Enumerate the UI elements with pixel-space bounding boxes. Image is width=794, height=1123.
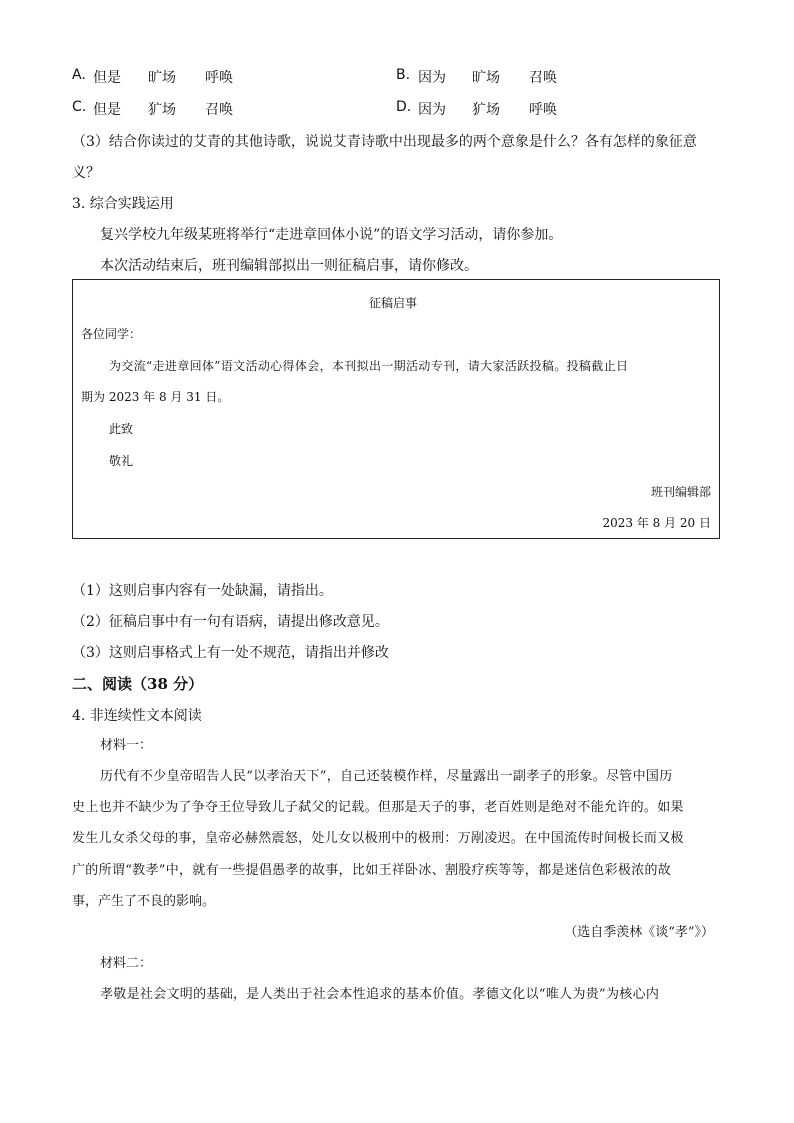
section-3-intro-2: 本次活动结束后，班刊编辑部拟出一则征稿启事，请你修改。 bbox=[100, 258, 478, 274]
option-c-word2: 犷场 bbox=[148, 102, 176, 118]
sub-question-1: （1）这则启事内容有一处缺漏，请指出。 bbox=[72, 583, 333, 599]
notice-body-line1: 为交流“走进章回体”语文活动心得体会，本刊拟出一期活动专刊，请大家活跃投稿。投稿截止日 bbox=[109, 359, 629, 373]
option-c-word3: 召唤 bbox=[205, 102, 233, 118]
material-1-line-5: 事，产生了不良的影响。 bbox=[72, 894, 216, 909]
notice-date: 2023 年 8 月 20 日 bbox=[602, 516, 711, 530]
sub-question-3: （3）这则启事格式上有一处不规范，请指出并修改 bbox=[72, 645, 389, 661]
material-1-line-2: 史上也并不缺少为了争夺王位导致儿子弑父的记载。但那是天子的事，老百姓则是绝对不能允许的。如果 bbox=[72, 800, 684, 815]
notice-greeting: 各位同学： bbox=[81, 327, 142, 341]
option-d-word2: 犷场 bbox=[472, 102, 500, 118]
option-a-word1: 但是 bbox=[93, 70, 121, 86]
material-1-source: （选自季羡林《谈“孝”》） bbox=[564, 925, 714, 940]
notice-title: 征稿启事 bbox=[369, 296, 418, 310]
option-d-letter: D. bbox=[396, 99, 412, 115]
material-2-line-1: 孝敬是社会文明的基础，是人类出于社会本性追求的基本价值。孝德文化以“唯人为贵”为核心内 bbox=[100, 987, 660, 1002]
sub-question-2: （2）征稿启事中有一句有语病，请提出修改意见。 bbox=[72, 614, 389, 630]
option-a-letter: A. bbox=[72, 67, 86, 83]
notice-closing-1: 此致 bbox=[109, 422, 134, 436]
material-1-label: 材料一： bbox=[100, 738, 153, 753]
question-3-line1: （3）结合你读过的艾青的其他诗歌，说说艾青诗歌中出现最多的两个意象是什么？各有怎样的象征意 bbox=[72, 134, 697, 150]
option-d-word3: 呼唤 bbox=[529, 102, 557, 118]
section-3-title: 3. 综合实践运用 bbox=[72, 196, 174, 212]
material-1-line-4: 广的所谓“教孝”中，就有一些提倡愚孝的故事，比如王祥卧冰、割股疗疾等等，都是迷信色彩极浓的故 bbox=[72, 863, 672, 878]
section-4-title: 4. 非连续性文本阅读 bbox=[72, 708, 202, 724]
option-b-word1: 因为 bbox=[418, 70, 446, 86]
option-b-word3: 召唤 bbox=[529, 70, 557, 86]
section-3-intro-1: 复兴学校九年级某班将举行“走进章回体小说”的语文学习活动，请你参加。 bbox=[100, 227, 563, 243]
question-3-line2: 义？ bbox=[72, 165, 100, 181]
part-2-heading: 二、阅读（38 分） bbox=[72, 675, 204, 693]
option-d-word1: 因为 bbox=[418, 102, 446, 118]
material-1-line-1: 历代有不少皇帝昭告人民“以孝治天下”，自己还装模作样，尽量露出一副孝子的形象。尽管中国历 bbox=[100, 769, 673, 784]
option-c-word1: 但是 bbox=[93, 102, 121, 118]
material-2-label: 材料二： bbox=[100, 956, 153, 971]
option-b-letter: B. bbox=[396, 67, 411, 83]
notice-closing-2: 敬礼 bbox=[109, 454, 134, 468]
material-1-line-3: 发生儿女杀父母的事，皇帝必赫然震怒，处儿女以极刑中的极刑：万剐凌迟。在中国流传时间极长而又极 bbox=[72, 831, 684, 846]
option-c-letter: C. bbox=[72, 99, 87, 115]
option-a-word3: 呼唤 bbox=[205, 70, 233, 86]
notice-signature: 班刊编辑部 bbox=[650, 485, 711, 499]
notice-body-line2: 期为 2023 年 8 月 31 日。 bbox=[81, 390, 230, 404]
option-a-word2: 旷场 bbox=[148, 70, 176, 86]
notice-box bbox=[72, 279, 720, 539]
option-b-word2: 旷场 bbox=[472, 70, 500, 86]
